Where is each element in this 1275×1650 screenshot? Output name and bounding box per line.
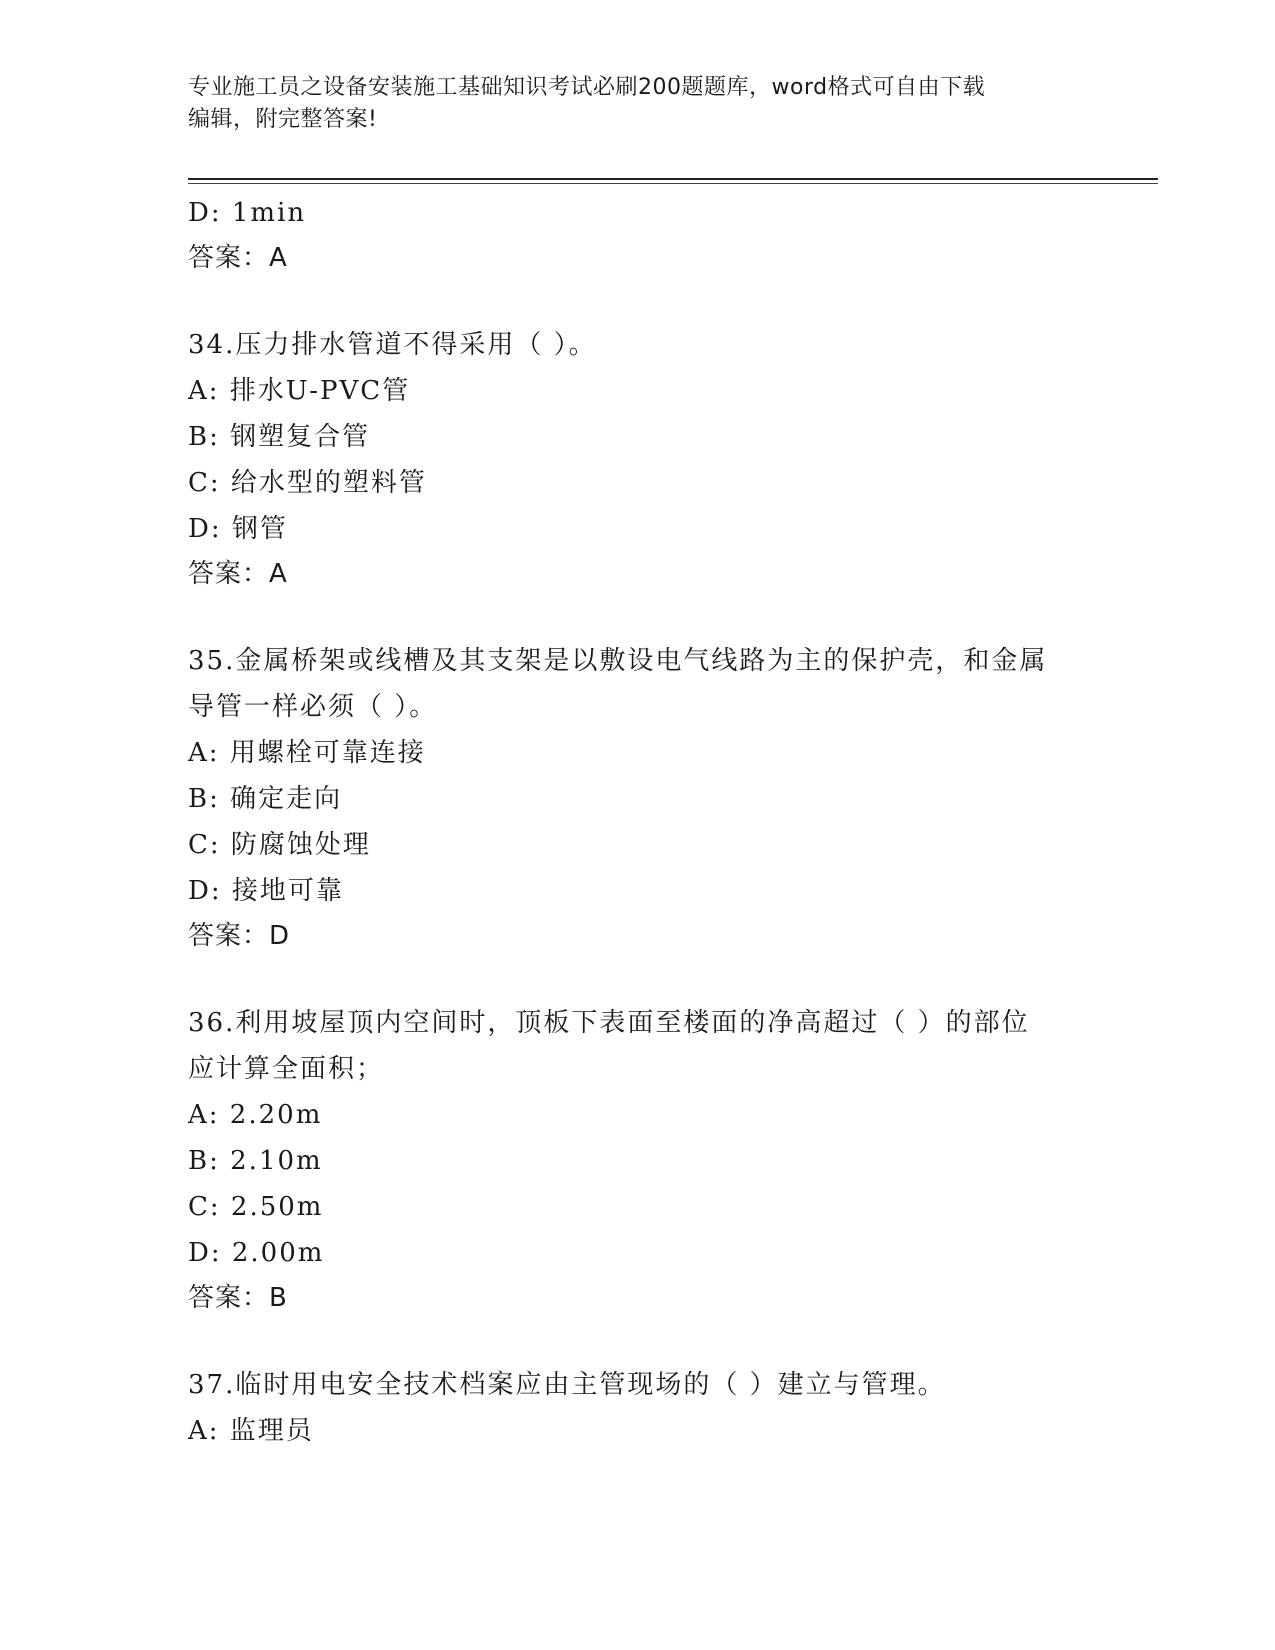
option-d: D: 2.00m bbox=[188, 1238, 325, 1268]
question-33-tail bbox=[188, 190, 1088, 280]
question-34 bbox=[188, 322, 1088, 596]
question-text-line-1: 36.利用坡屋顶内空间时，顶板下表面至楼面的净高超过（ ）的部位 bbox=[188, 1008, 1030, 1038]
question-37 bbox=[188, 1362, 1088, 1454]
option-d: D: 钢管 bbox=[188, 514, 288, 544]
option-a: A: 监理员 bbox=[188, 1416, 314, 1446]
question-text-line-2: 导管一样必须（ ）。 bbox=[188, 692, 438, 722]
option-b: B: 钢塑复合管 bbox=[188, 422, 371, 452]
option-d: D: 接地可靠 bbox=[188, 876, 344, 906]
question-text: 34.压力排水管道不得采用（ ）。 bbox=[188, 330, 597, 360]
answer: 答案：A bbox=[188, 243, 288, 273]
option-d: D: 1min bbox=[188, 198, 307, 228]
answer: 答案：D bbox=[188, 921, 291, 951]
header-divider-thick bbox=[188, 178, 1158, 180]
question-list bbox=[188, 190, 1088, 1454]
option-a: A: 用螺栓可靠连接 bbox=[188, 738, 426, 768]
header-divider-thin bbox=[188, 183, 1158, 184]
option-b: B: 确定走向 bbox=[188, 784, 343, 814]
question-text-line-1: 35.金属桥架或线槽及其支架是以敷设电气线路为主的保护壳，和金属 bbox=[188, 646, 1048, 676]
answer: 答案：B bbox=[188, 1283, 288, 1313]
document-header bbox=[188, 72, 1088, 136]
option-c: C: 给水型的塑料管 bbox=[188, 468, 427, 498]
question-36 bbox=[188, 1000, 1088, 1320]
option-a: A: 2.20m bbox=[188, 1100, 323, 1130]
answer: 答案：A bbox=[188, 559, 288, 589]
question-text: 37.临时用电安全技术档案应由主管现场的（ ）建立与管理。 bbox=[188, 1370, 946, 1400]
option-c: C: 防腐蚀处理 bbox=[188, 830, 371, 860]
option-a: A: 排水U-PVC管 bbox=[188, 376, 411, 406]
question-text-line-2: 应计算全面积； bbox=[188, 1054, 385, 1084]
option-b: B: 2.10m bbox=[188, 1146, 323, 1176]
header-line-1: 专业施工员之设备安装施工基础知识考试必刷200题题库，word格式可自由下载 bbox=[188, 75, 986, 100]
option-c: C: 2.50m bbox=[188, 1192, 324, 1222]
header-line-2: 编辑，附完整答案! bbox=[188, 107, 378, 132]
question-35 bbox=[188, 638, 1088, 958]
